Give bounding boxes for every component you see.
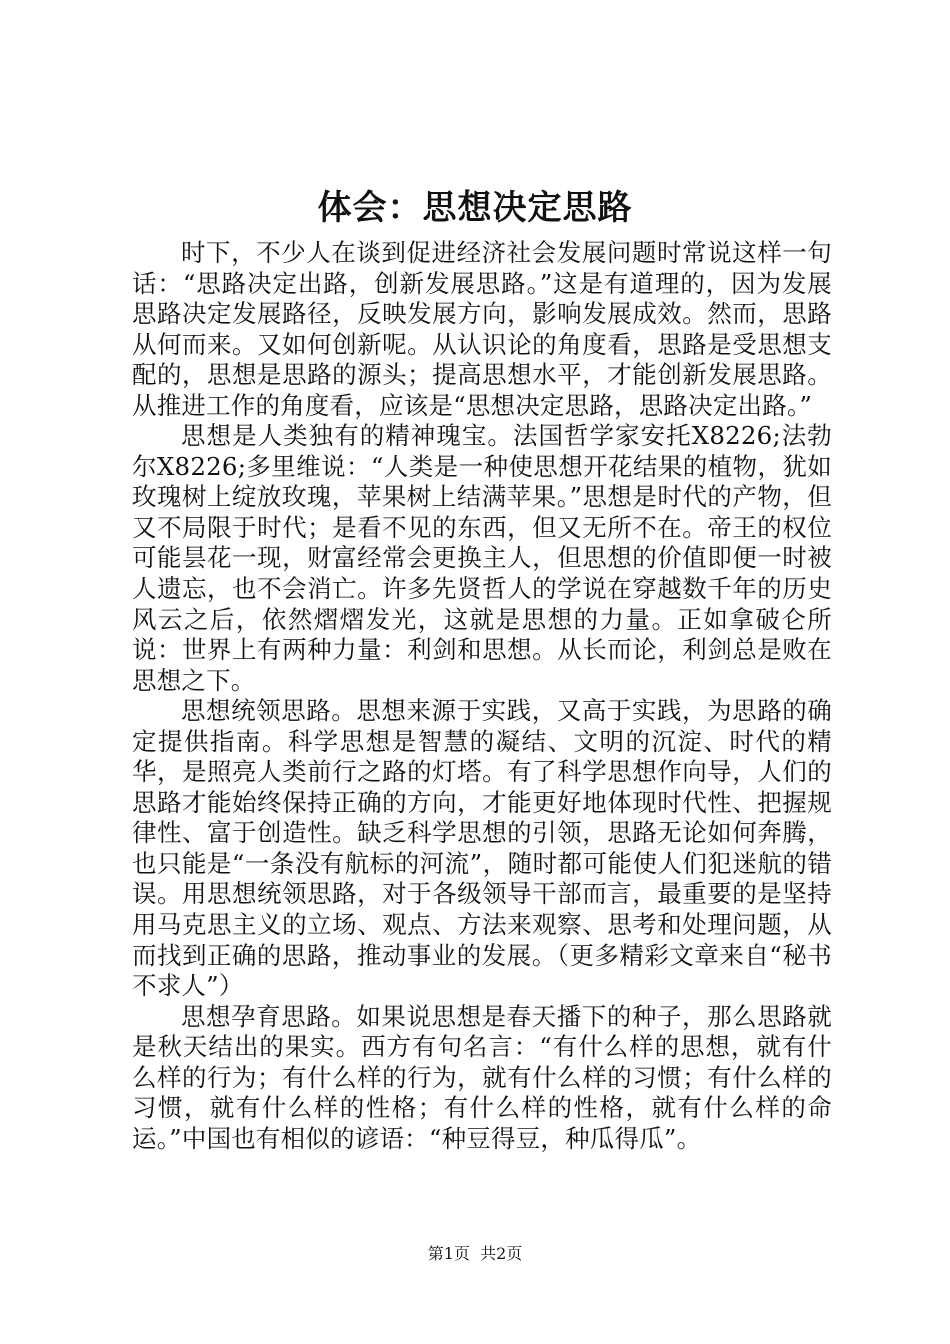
paragraph-3: 思想统领思路。思想来源于实践，又高于实践，为思路的确定提供指南。科学思想是智慧的凝结、文明的沉淀、时代的精华，是照亮人类前行之路的灯塔。有了科学思想作向导，人们的思路才能始终保持正确的方向，才能更好地体现时代性、把握规律性、富于创造性。缺乏科学思想的引领，思路无论如何奔腾，也只能是“一条没有航标的河流”，随时都可能使人们犯迷航的错误。用思想统领思路，对于各级领导干部而言，最重要的是坚持用马克思主义的立场、观点、方法来观察、思考和处理问题，从而找到正确的思路，推动事业的发展。（更多精彩文章来自“秘书不求人”） [132, 696, 832, 1001]
paragraph-2: 思想是人类独有的精神瑰宝。法国哲学家安托X8226;法勃尔X8226;多里维说：“人类是一种使思想开花结果的植物，犹如玫瑰树上绽放玫瑰，苹果树上结满苹果。”思想是时代的产物，但又不局限于时代；是看不见的东西，但又无所不在。帝王的权位可能昙花一现，财富经常会更换主人，但思想的价值即便一时被人遗忘，也不会消亡。许多先贤哲人的学说在穿越数千年的历史风云之后，依然熠熠发光，这就是思想的力量。正如拿破仑所说：世界上有两种力量：利剑和思想。从长而论，利剑总是败在思想之下。 [132, 421, 832, 695]
paragraph-4: 思想孕育思路。如果说思想是春天播下的种子，那么思路就是秋天结出的果实。西方有句名言：“有什么样的思想，就有什么样的行为；有什么样的行为，就有什么样的习惯；有什么样的习惯，就有什么样的性格；有什么样的性格，就有什么样的命运。”中国也有相似的谚语：“种豆得豆，种瓜得瓜”。 [132, 1001, 832, 1153]
page-total: 共2页 [480, 1244, 523, 1263]
document-title: 体会：思想决定思路 [317, 188, 633, 228]
page-footer [0, 1243, 950, 1265]
document-body [132, 238, 832, 1154]
footer-spacer [470, 1244, 480, 1263]
paragraph-1: 时下，不少人在谈到促进经济社会发展问题时常说这样一句话：“思路决定出路，创新发展思路。”这是有道理的，因为发展思路决定发展路径，反映发展方向，影响发展成效。然而，思路从何而来。又如何创新呢。从认识论的角度看，思路是受思想支配的，思想是思路的源头；提高思想水平，才能创新发展思路。从推进工作的角度看，应该是“思想决定思路，思路决定出路。” [132, 238, 832, 420]
page-number: 第1页 [427, 1244, 470, 1263]
